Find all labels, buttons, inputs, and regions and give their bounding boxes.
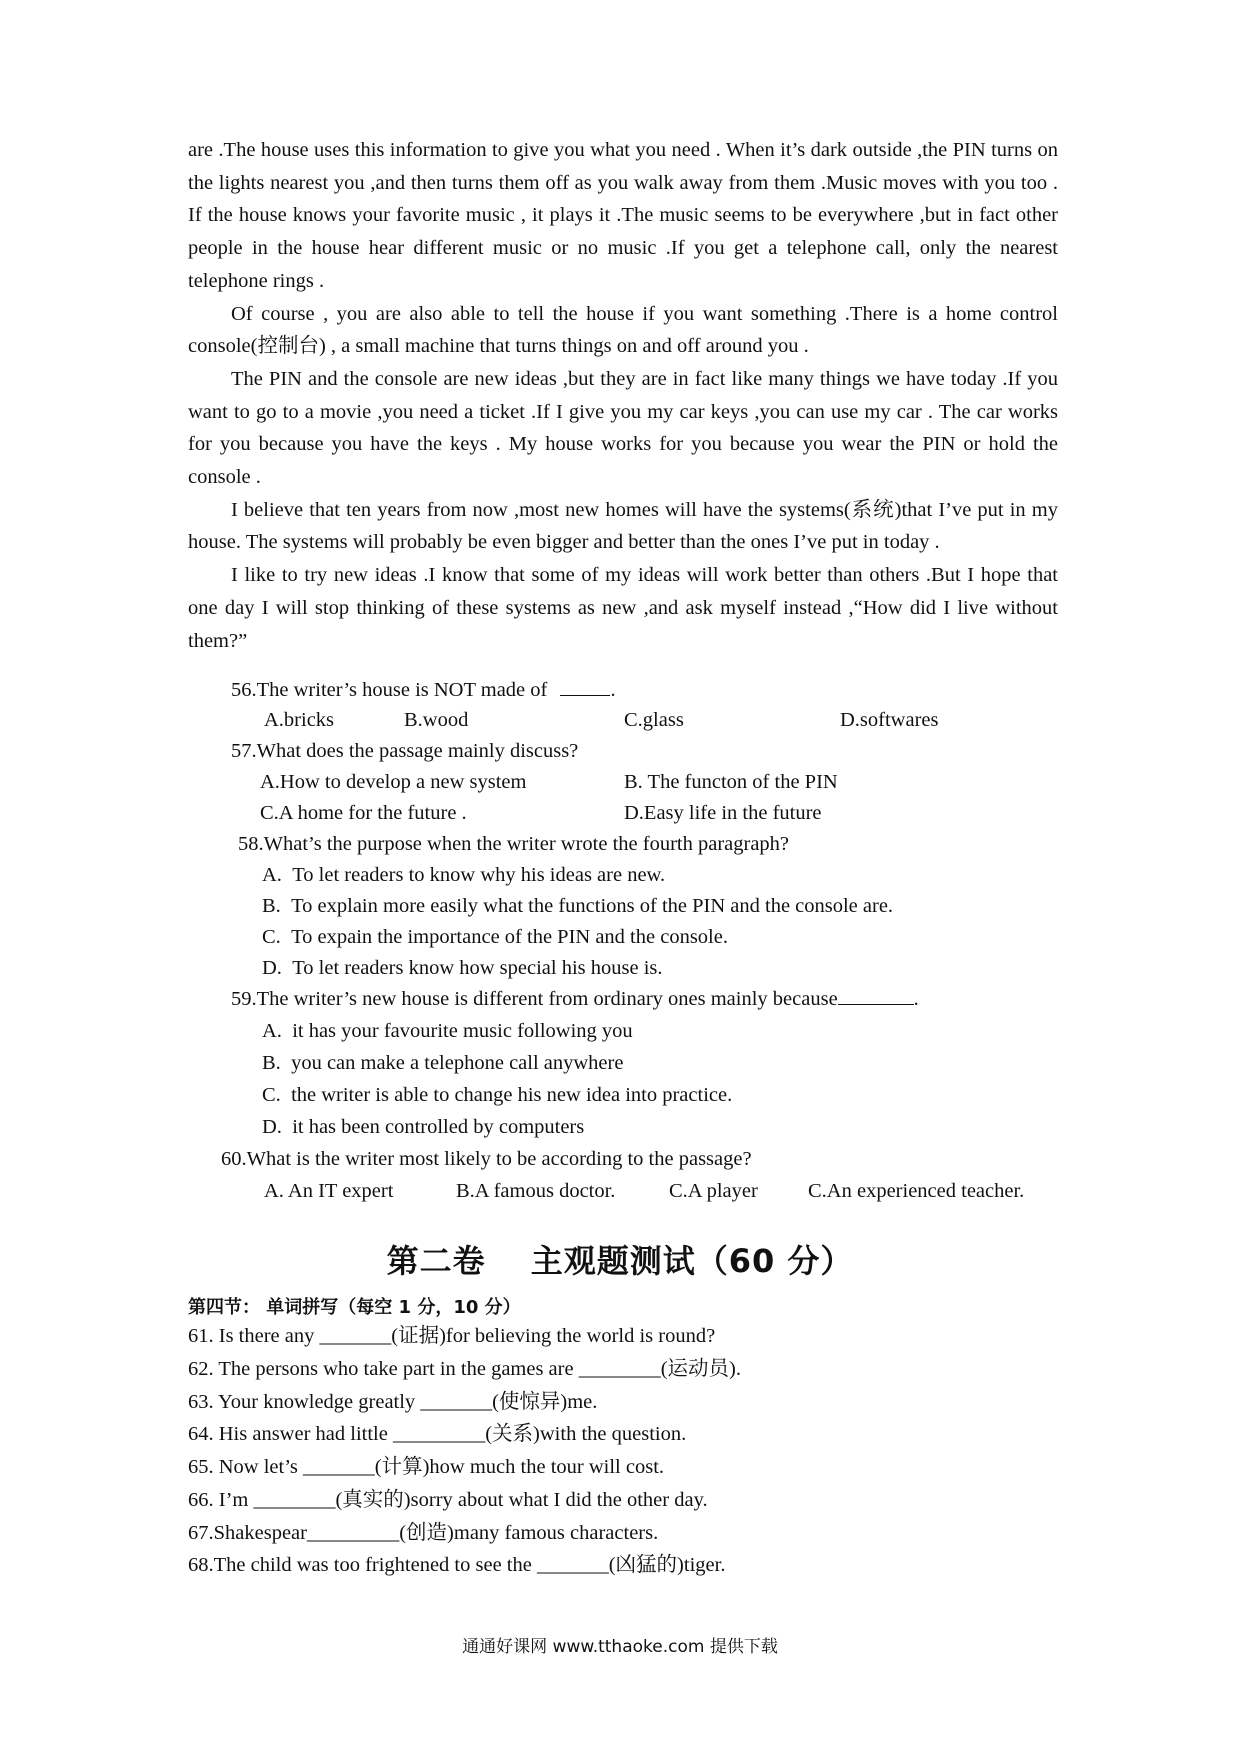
option-letter: C. <box>262 926 281 948</box>
question-59-text: 59.The writer’s new house is different from ordinary ones mainly because <box>231 988 838 1010</box>
question-60-stem: 60.What is the writer most likely to be according to the passage? <box>221 1148 752 1170</box>
q56-option-a: A.bricks <box>264 709 335 731</box>
item-hint: (真实的)sorry about what I did the other day. <box>335 1489 708 1511</box>
option-text: To expain the importance of the PIN and the console. <box>291 926 728 948</box>
answer-blank[interactable]: _________ <box>306 1522 400 1544</box>
item-text: 63. Your knowledge greatly <box>188 1391 421 1413</box>
option-letter: B. <box>262 1052 281 1074</box>
q57-option-d: D.Easy life in the future <box>624 802 822 824</box>
option-text: the writer is able to change his new idea into practice. <box>291 1084 733 1106</box>
answer-blank[interactable]: _________ <box>392 1423 486 1445</box>
item-hint: (证据)for believing the world is round? <box>391 1325 716 1347</box>
passage-paragraph-3: The PIN and the console are new ideas ,but they are in fact like many things we have today .If you want to go to a movie ,you need a ticket .If I give you my car keys ,you can use my car . The car works for you because you have the keys . My house works for you because you wear the PIN or hold the console . <box>188 367 1058 489</box>
passage-paragraph-4: I believe that ten years from now ,most new homes will have the systems(系统)that I’ve put in my house. The systems will probably be even bigger and better than the ones I’ve put in today . <box>188 498 1058 554</box>
answer-blank[interactable]: _______ <box>536 1554 609 1576</box>
item-text: 62. The persons who take part in the games are <box>188 1358 579 1380</box>
spelling-item <box>188 1420 686 1448</box>
answer-blank[interactable]: _______ <box>319 1325 392 1347</box>
option-letter: D. <box>262 957 282 979</box>
question-59-period: . <box>913 988 919 1010</box>
q57-option-c: C.A home for the future . <box>260 802 467 824</box>
q57-option-b: B. The functon of the PIN <box>624 771 838 793</box>
q60-option-a: A. An IT expert <box>264 1180 394 1202</box>
answer-blank[interactable]: ________ <box>253 1489 336 1511</box>
spelling-item <box>188 1486 708 1514</box>
question-57-stem: 57.What does the passage mainly discuss? <box>231 740 579 762</box>
item-hint: (凶猛的)tiger. <box>608 1554 726 1576</box>
q60-option-b: B.A famous doctor. <box>456 1180 616 1202</box>
item-text: 64. His answer had little <box>188 1423 393 1445</box>
answer-blank[interactable]: ________ <box>578 1358 661 1380</box>
option-letter: B. <box>262 895 281 917</box>
q57-option-a: A.How to develop a new system <box>260 771 527 793</box>
q60-option-d: C.An experienced teacher. <box>808 1180 1025 1202</box>
spelling-item <box>188 1453 664 1481</box>
option-text: To explain more easily what the functions of the PIN and the console are. <box>291 895 894 917</box>
item-text: 68.The child was too frightened to see the <box>188 1554 537 1576</box>
passage-paragraph-2: Of course , you are also able to tell the house if you want something .There is a home control console(控制台) , a small machine that turns things on and off around you . <box>188 302 1058 358</box>
question-58-stem: 58.What’s the purpose when the writer wrote the fourth paragraph? <box>238 833 790 855</box>
option-text: it has your favourite music following you <box>292 1020 633 1042</box>
option-text: To let readers to know why his ideas are new. <box>292 864 666 886</box>
item-text: 61. Is there any <box>188 1325 320 1347</box>
question-56-period: . <box>610 679 616 701</box>
option-letter: A. <box>262 1020 282 1042</box>
item-hint: (计算)how much the tour will cost. <box>374 1456 665 1478</box>
option-letter: A. <box>262 864 282 886</box>
q56-option-d: D.softwares <box>840 709 939 731</box>
question-56-text: 56.The writer’s house is NOT made of <box>231 679 548 701</box>
option-text: it has been controlled by computers <box>292 1116 585 1138</box>
q60-option-c: C.A player <box>669 1180 758 1202</box>
passage-paragraph-1: are .The house uses this information to give you what you need . When it’s dark outside ,the PIN turns on the lights nearest you ,and then turns them off as you walk away from them .Music moves with you too . If the house knows your favorite music , it plays it .The music seems to be everywhere ,but in fact other people in the house hear different music or no music .If you get a telephone call, only the nearest telephone rings . <box>188 139 1058 292</box>
option-text: To let readers know how special his house is. <box>292 957 663 979</box>
option-text: you can make a telephone call anywhere <box>291 1052 624 1074</box>
option-letter: D. <box>262 1116 282 1138</box>
item-hint: (创造)many famous characters. <box>399 1522 659 1544</box>
spelling-item <box>188 1355 741 1383</box>
answer-blank[interactable]: _______ <box>303 1456 375 1478</box>
q56-option-c: C.glass <box>624 709 684 731</box>
section-four-heading: 第四节： 单词拼写（每空 1 分，10 分） <box>188 1297 521 1318</box>
spelling-item <box>188 1322 715 1350</box>
section-title: 第二卷 主观题测试（60 分） <box>386 1242 854 1280</box>
item-hint: (运动员). <box>660 1358 741 1380</box>
spelling-item <box>188 1551 725 1579</box>
q56-option-b: B.wood <box>404 709 469 731</box>
item-text: 65. Now let’s <box>188 1456 304 1478</box>
passage-paragraph-5: I like to try new ideas .I know that some of my ideas will work better than others .But I hope that one day I will stop thinking of these systems as new ,and ask myself instead ,“How did I live without them?” <box>188 564 1058 652</box>
item-hint: (使惊异)me. <box>492 1391 598 1413</box>
answer-blank[interactable]: _______ <box>420 1391 493 1413</box>
option-letter: C. <box>262 1084 281 1106</box>
spelling-item <box>188 1388 597 1416</box>
item-text: 67.Shakespear <box>188 1522 307 1544</box>
page-footer: 通通好课网 www.tthaoke.com 提供下载 <box>462 1637 778 1657</box>
item-text: 66. I’m <box>188 1489 254 1511</box>
spelling-item <box>188 1519 658 1547</box>
item-hint: (关系)with the question. <box>485 1423 687 1445</box>
